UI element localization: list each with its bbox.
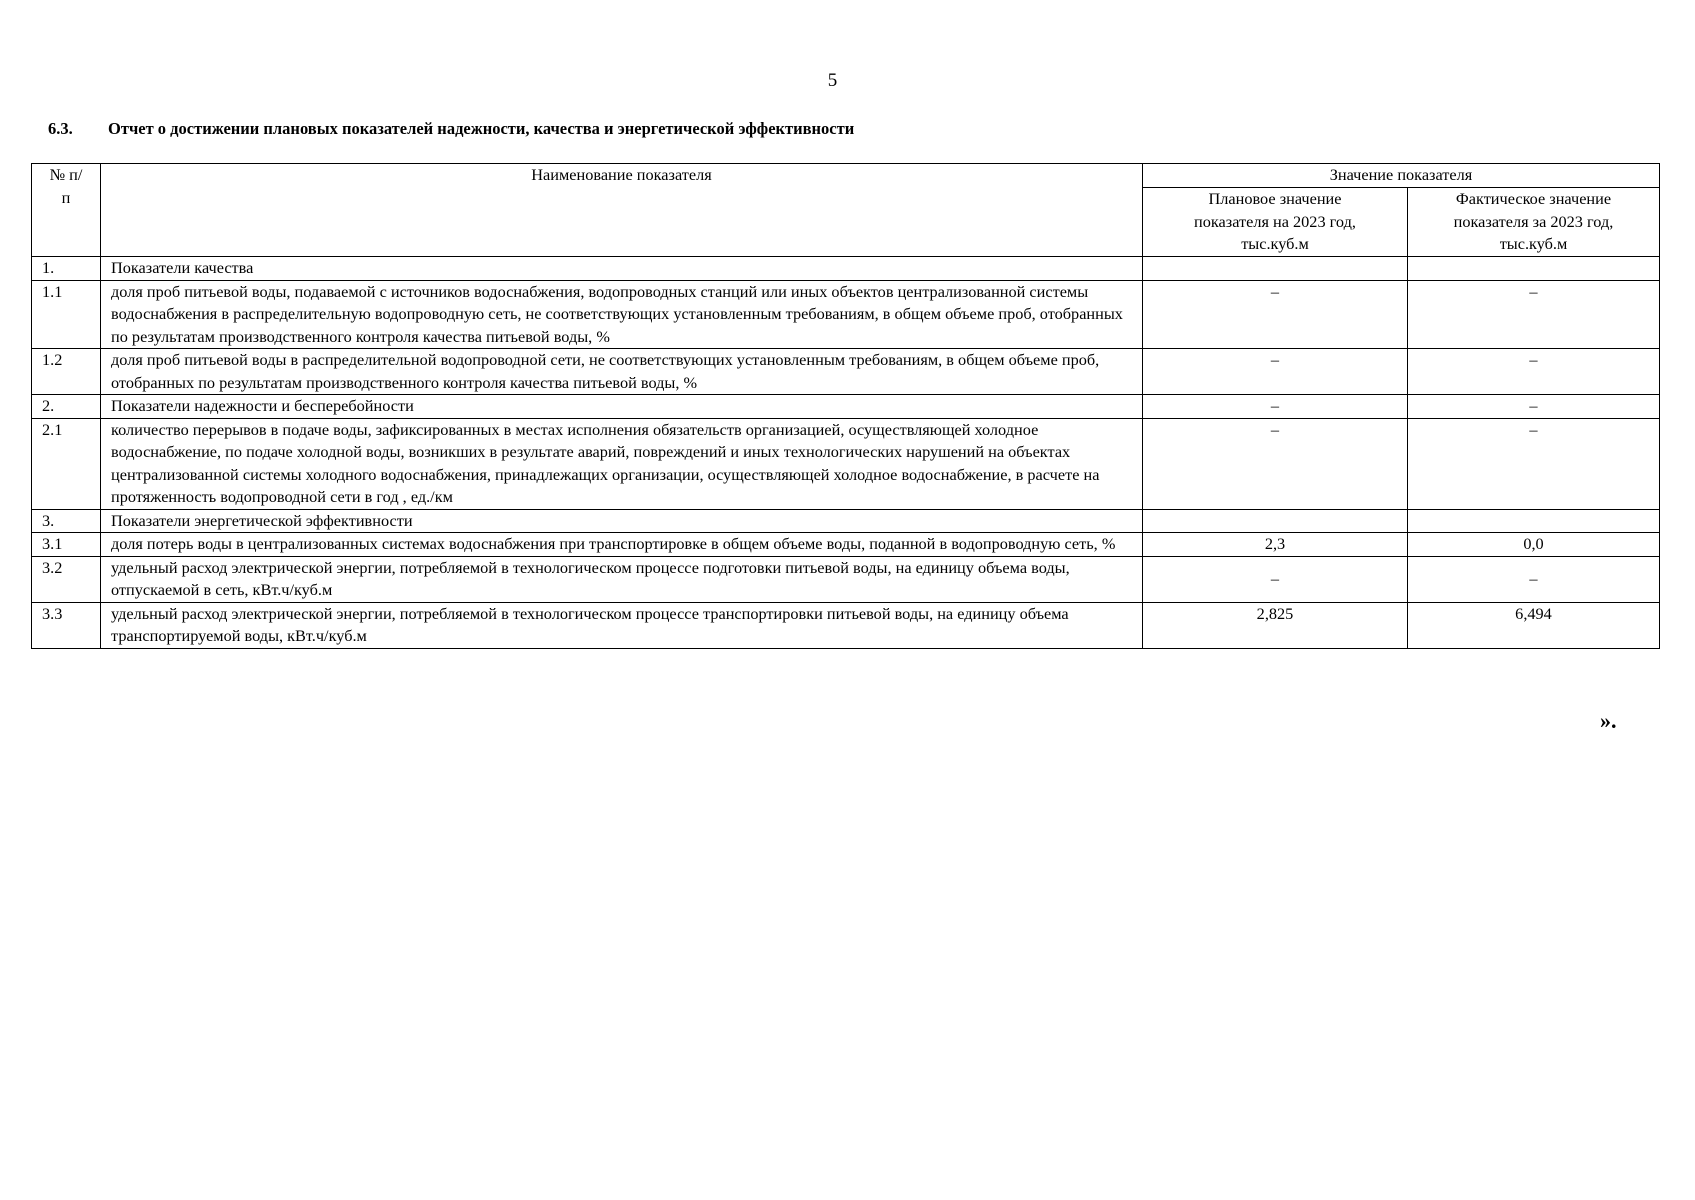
row-fact: – — [1408, 395, 1660, 419]
row-name: Показатели надежности и бесперебойности — [101, 395, 1143, 419]
row-plan: – — [1143, 280, 1408, 349]
row-num: 1.2 — [32, 349, 101, 395]
indicators-table — [31, 163, 1660, 649]
row-fact: – — [1408, 418, 1660, 509]
row-plan: – — [1143, 395, 1408, 419]
table-row — [32, 509, 1660, 533]
table-row — [32, 257, 1660, 281]
section-title: Отчет о достижении плановых показателей надежности, качества и энергетической эффективности — [108, 119, 855, 138]
row-fact: – — [1408, 556, 1660, 602]
row-plan — [1143, 509, 1408, 533]
row-num: 3.2 — [32, 556, 101, 602]
row-fact: – — [1408, 280, 1660, 349]
table-row — [32, 349, 1660, 395]
table-row — [32, 418, 1660, 509]
row-fact: 6,494 — [1408, 602, 1660, 648]
header-name: Наименование показателя — [101, 164, 1143, 257]
closing-mark: ». — [1600, 708, 1617, 733]
row-plan: – — [1143, 556, 1408, 602]
row-plan: – — [1143, 349, 1408, 395]
row-num: 2. — [32, 395, 101, 419]
row-name: удельный расход электрической энергии, потребляемой в технологическом процессе транспортировки питьевой воды, на единицу объема транспортируемой воды, кВт.ч/куб.м — [101, 602, 1143, 648]
row-name: доля проб питьевой воды, подаваемой с источников водоснабжения, водопроводных станций или иных объектов централизованной системы водоснабжения в распределительную водопроводную сеть, не соответствующих установленным требованиям, в общем объеме проб, отобранных по результатам производственного контроля качества питьевой воды, % — [101, 280, 1143, 349]
row-fact: 0,0 — [1408, 533, 1660, 557]
table-row — [32, 556, 1660, 602]
header-row-1 — [32, 164, 1660, 188]
header-fact: Фактическое значение показателя за 2023 год, тыс.куб.м — [1408, 188, 1660, 257]
row-name: количество перерывов в подаче воды, зафиксированных в местах исполнения обязательств организацией, осуществляющей холодное водоснабжение, по подаче холодной воды, возникших в результате аварий, повреждений и иных технологических нарушений на объектах централизованной системы холодного водоснабжения, принадлежащих организации, осуществляющей холодное водоснабжение, в расчете на протяженность водопроводной сети в год , ед./км — [101, 418, 1143, 509]
page-number: 5 — [827, 70, 838, 91]
row-name: Показатели качества — [101, 257, 1143, 281]
row-plan — [1143, 257, 1408, 281]
row-num: 3.1 — [32, 533, 101, 557]
table-row — [32, 533, 1660, 557]
header-value-group: Значение показателя — [1143, 164, 1660, 188]
row-fact: – — [1408, 349, 1660, 395]
row-num: 3.3 — [32, 602, 101, 648]
header-num: № п/п — [32, 164, 101, 257]
row-fact — [1408, 257, 1660, 281]
header-plan: Плановое значение показателя на 2023 год, тыс.куб.м — [1143, 188, 1408, 257]
row-name: удельный расход электрической энергии, потребляемой в технологическом процессе подготовки питьевой воды, на единицу объема воды, отпускаемой в сеть, кВт.ч/куб.м — [101, 556, 1143, 602]
row-plan: 2,3 — [1143, 533, 1408, 557]
row-name: доля проб питьевой воды в распределительной водопроводной сети, не соответствующих установленным требованиям, в общем объеме проб, отобранных по результатам производственного контроля качества питьевой воды, % — [101, 349, 1143, 395]
table-row — [32, 395, 1660, 419]
row-plan: – — [1143, 418, 1408, 509]
row-fact — [1408, 509, 1660, 533]
row-plan: 2,825 — [1143, 602, 1408, 648]
row-name: доля потерь воды в централизованных системах водоснабжения при транспортировке в общем объеме воды, поданной в водопроводную сеть, % — [101, 533, 1143, 557]
row-num: 1.1 — [32, 280, 101, 349]
section-number: 6.3. — [48, 119, 73, 138]
table-row — [32, 602, 1660, 648]
row-name: Показатели энергетической эффективности — [101, 509, 1143, 533]
row-num: 1. — [32, 257, 101, 281]
section-heading — [48, 118, 854, 140]
row-num: 2.1 — [32, 418, 101, 509]
row-num: 3. — [32, 509, 101, 533]
table-row — [32, 280, 1660, 349]
